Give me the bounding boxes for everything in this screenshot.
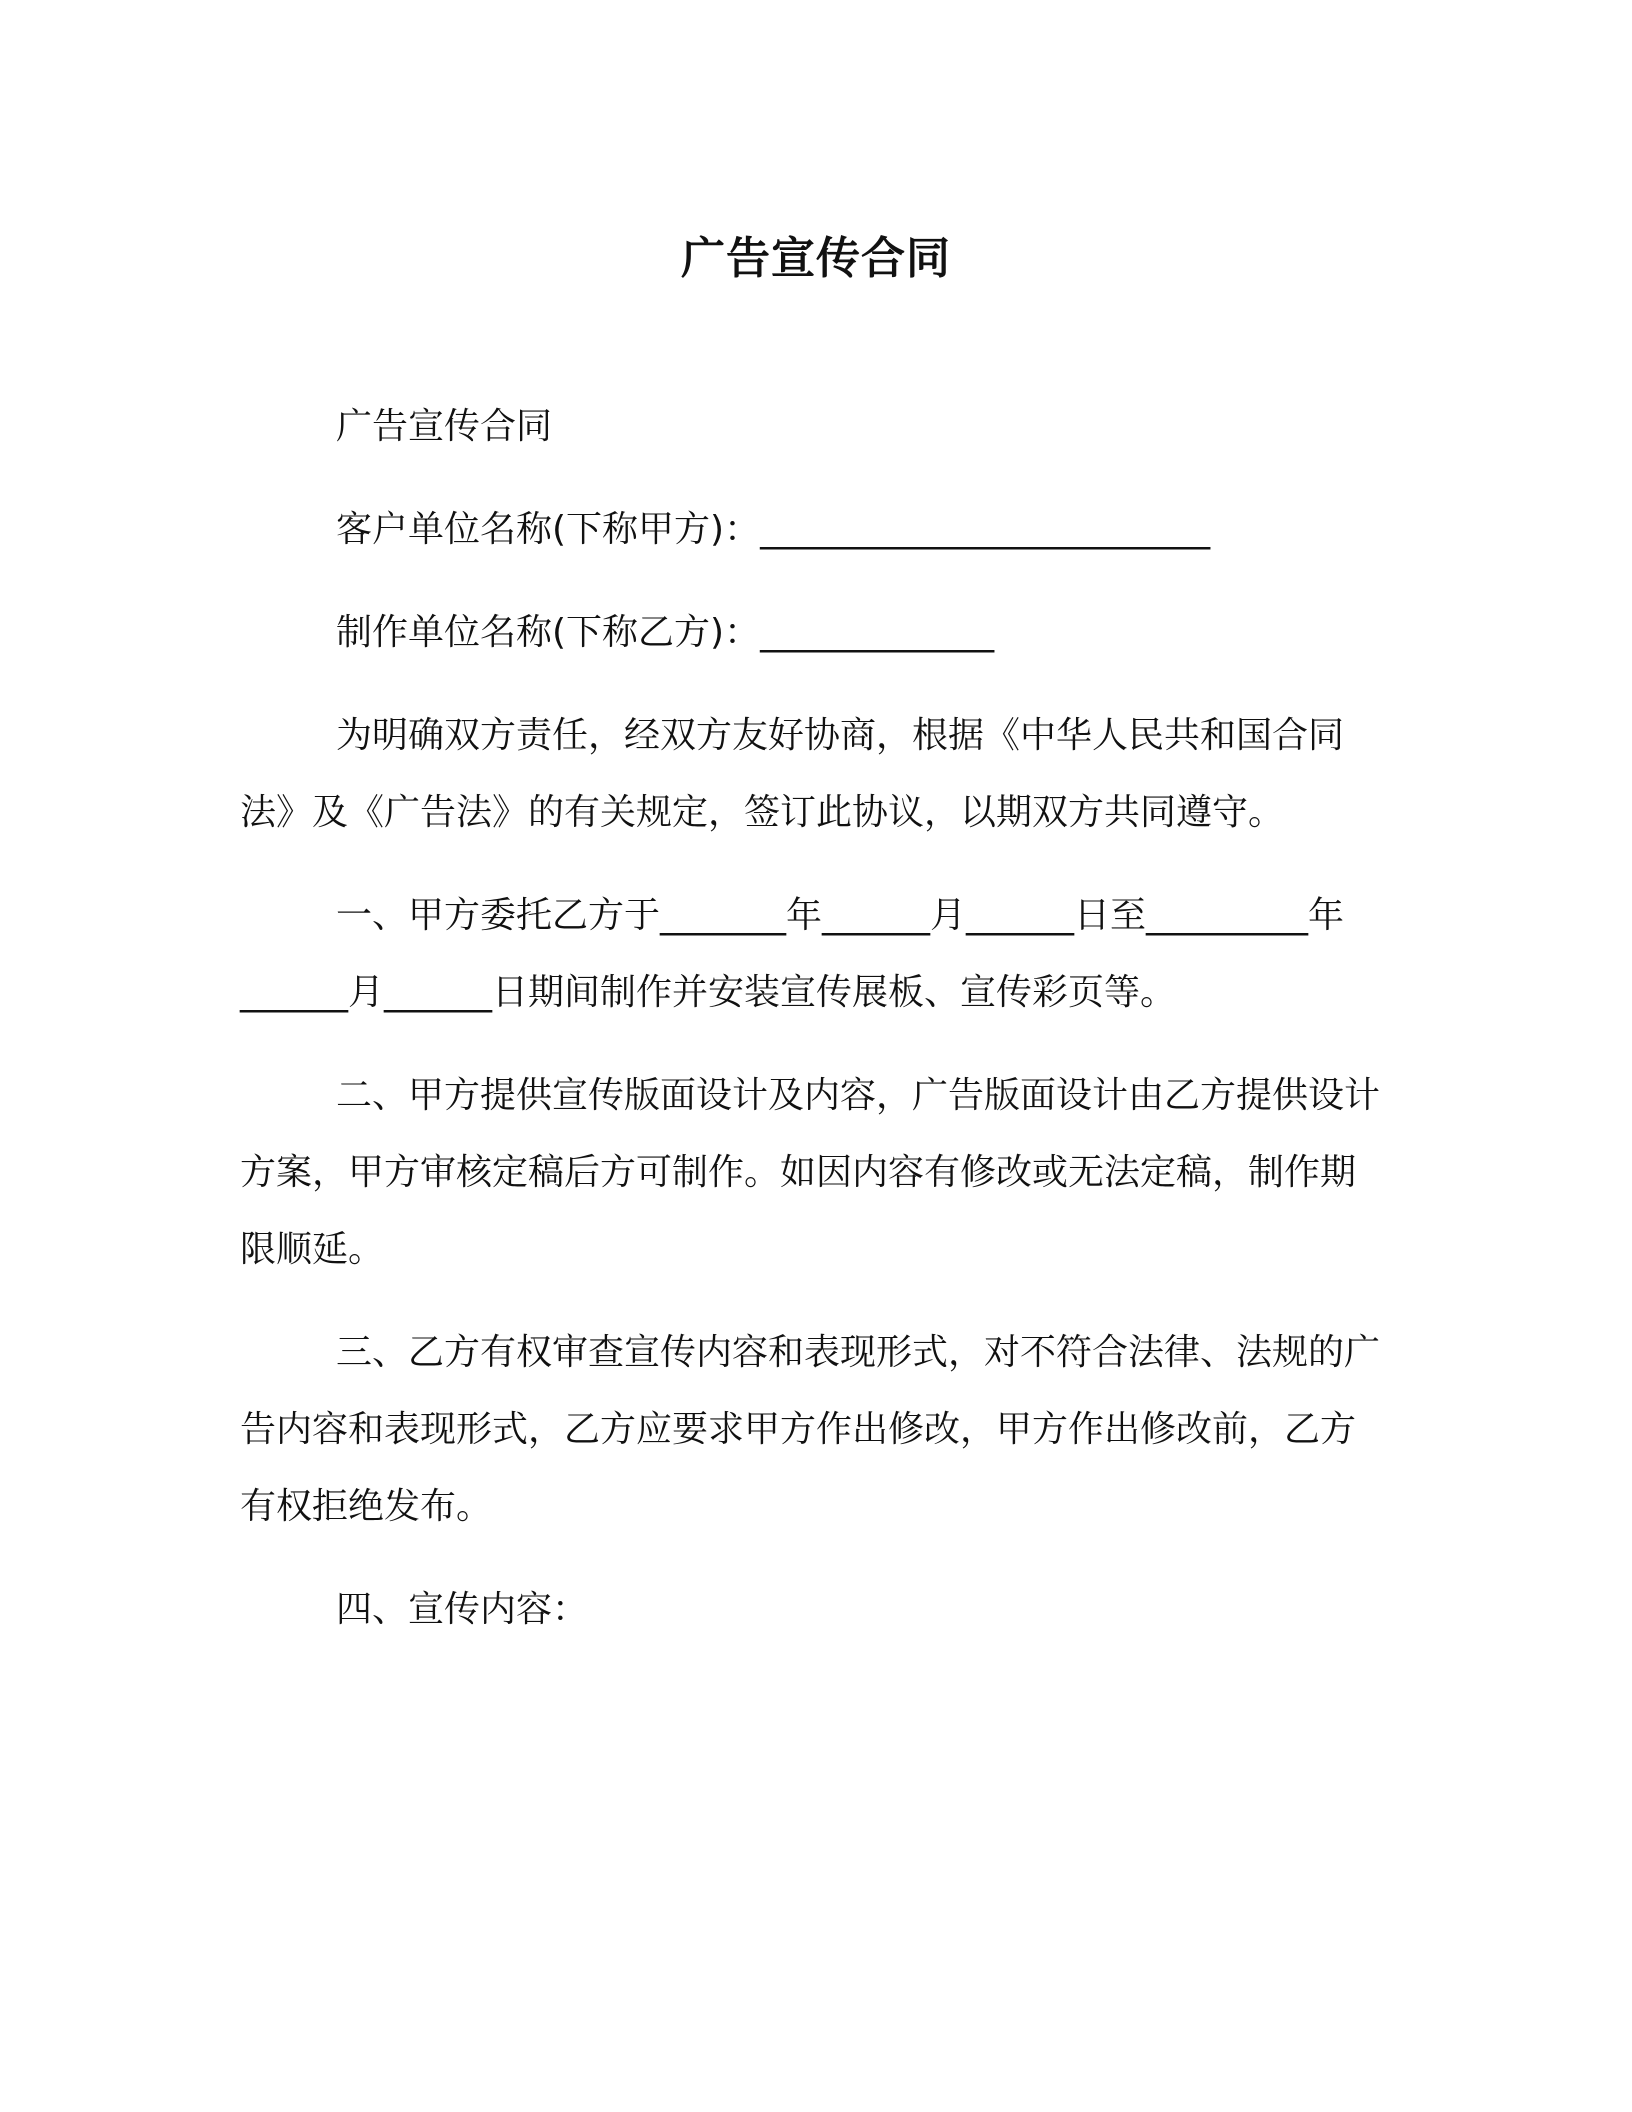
party-b-line: 制作单位名称(下称乙方)：_____________ [336, 612, 995, 653]
clause-3: 三、乙方有权审查宣传内容和表现形式，对不符合法律、法规的广告内容和表现形式，乙方应要求甲方作出修改，甲方作出修改前，乙方有权拒绝发布。 [240, 1332, 1381, 1527]
clause-4: 四、宣传内容： [336, 1589, 589, 1630]
document-title: 广告宣传合同 [681, 233, 951, 284]
preamble-paragraph: 为明确双方责任，经双方友好协商，根据《中华人民共和国合同法》及《广告法》的有关规定，签订此协议，以期双方共同遵守。 [240, 715, 1345, 833]
clause-2: 二、甲方提供宣传版面设计及内容，广告版面设计由乙方提供设计方案，甲方审核定稿后方可制作。如因内容有修改或无法定稿，制作期限顺延。 [240, 1075, 1381, 1270]
clause-1: 一、甲方委托乙方于_______年______月______日至_________年______月______日期间制作并安装宣传展板、宣传彩页等。 [240, 895, 1345, 1013]
document-body [240, 388, 1390, 1648]
party-a-line: 客户单位名称(下称甲方)：_________________________ [336, 509, 1211, 550]
contract-heading: 广告宣传合同 [336, 406, 553, 447]
